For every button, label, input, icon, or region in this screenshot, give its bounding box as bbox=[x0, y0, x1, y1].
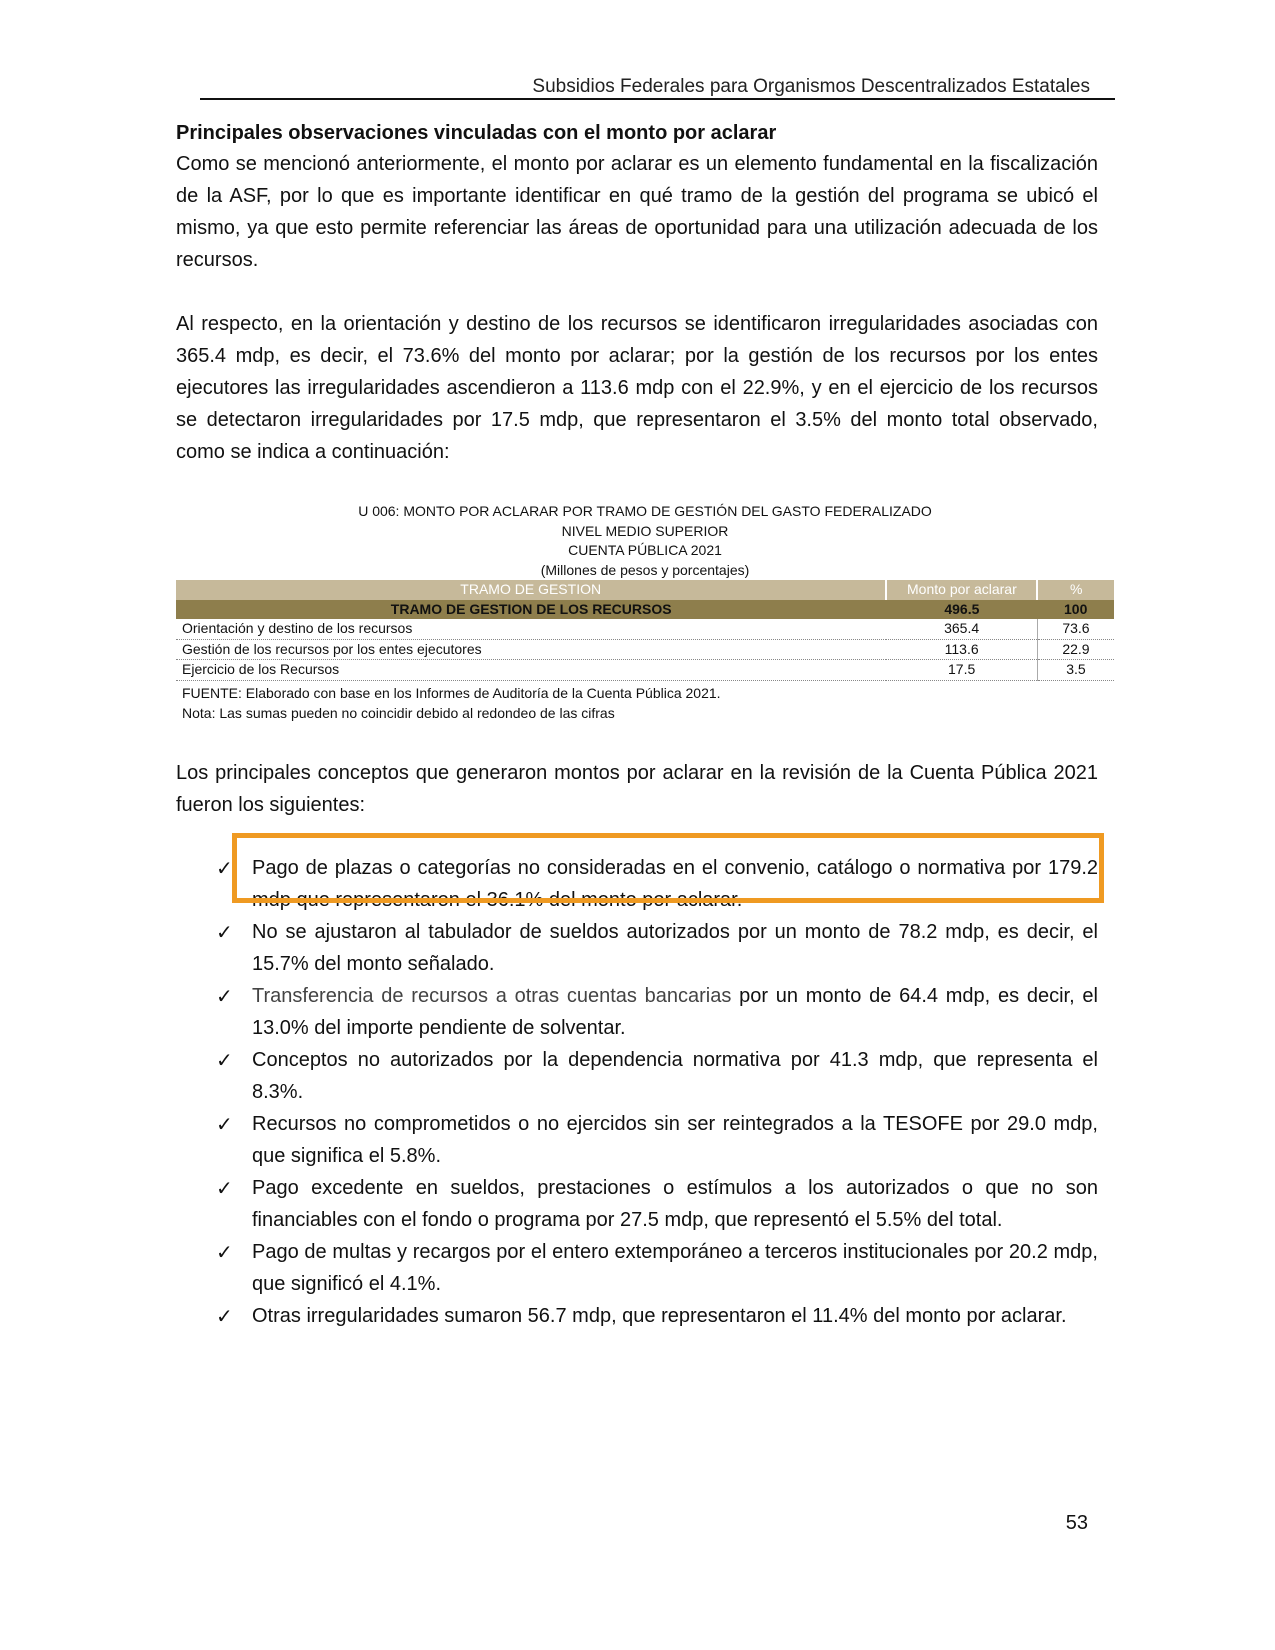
highlight-box bbox=[232, 833, 1104, 903]
row-label: Ejercicio de los Recursos bbox=[176, 660, 886, 681]
table-note: Nota: Las sumas pueden no coincidir debido al redondeo de las cifras bbox=[182, 705, 615, 721]
list-item-text: Conceptos no autorizados por la dependencia normativa por 41.3 mdp, que representa el 8.3%. bbox=[252, 1049, 1098, 1103]
data-table bbox=[176, 580, 1114, 681]
row-monto: 113.6 bbox=[886, 639, 1037, 660]
checkmark-icon: ✓ bbox=[216, 856, 233, 880]
checkmark-icon: ✓ bbox=[216, 1304, 233, 1328]
table-title-line: U 006: MONTO POR ACLARAR POR TRAMO DE GESTIÓN DEL GASTO FEDERALIZADO bbox=[358, 503, 932, 519]
checkmark-icon: ✓ bbox=[216, 1048, 233, 1072]
list-item bbox=[176, 1300, 1098, 1332]
checkmark-icon: ✓ bbox=[216, 920, 233, 944]
table-row bbox=[176, 619, 1114, 639]
row-monto: 17.5 bbox=[886, 660, 1037, 681]
row-pct: 3.5 bbox=[1037, 660, 1114, 681]
row-pct: 22.9 bbox=[1037, 639, 1114, 660]
header-rule bbox=[200, 98, 1115, 100]
list-item-lead: Transferencia de recursos a otras cuentas bancarias bbox=[252, 985, 732, 1007]
checkmark-icon: ✓ bbox=[216, 1112, 233, 1136]
table-title-line: NIVEL MEDIO SUPERIOR bbox=[561, 522, 729, 539]
table-row bbox=[176, 660, 1114, 681]
concepts-list bbox=[176, 852, 1098, 1332]
header-monto: Monto por aclarar bbox=[886, 580, 1037, 600]
row-monto: 365.4 bbox=[886, 619, 1037, 639]
table-block bbox=[176, 502, 1114, 724]
checkmark-icon: ✓ bbox=[216, 1240, 233, 1264]
list-item bbox=[176, 916, 1098, 980]
checkmark-icon: ✓ bbox=[216, 984, 233, 1008]
list-item-text: Pago excedente en sueldos, prestaciones o estímulos a los autorizados o que no son financiables con el fondo o programa por 27.5 mdp, que representó el 5.5% del total. bbox=[252, 1177, 1098, 1231]
page-number: 53 bbox=[1065, 1512, 1088, 1534]
row-label: Orientación y destino de los recursos bbox=[176, 619, 886, 639]
header-pct: % bbox=[1037, 580, 1114, 600]
list-item bbox=[176, 1044, 1098, 1108]
checkmark-icon: ✓ bbox=[216, 1176, 233, 1200]
row-label: Gestión de los recursos por los entes ejecutores bbox=[176, 639, 886, 660]
table-header-row bbox=[176, 580, 1114, 600]
table-source: FUENTE: Elaborado con base en los Informes de Auditoría de la Cuenta Pública 2021. bbox=[182, 684, 721, 701]
list-item bbox=[176, 980, 1098, 1044]
list-item-text: No se ajustaron al tabulador de sueldos autorizados por un monto de 78.2 mdp, es decir, el 15.7% del monto señalado. bbox=[252, 921, 1098, 975]
paragraph-1: Como se mencionó anteriormente, el monto por aclarar es un elemento fundamental en la fiscalización de la ASF, por lo que es importante identificar en qué tramo de la gestión del programa se ubicó el mismo, ya que esto permite referenciar las áreas de oportunidad para una utilización adecuada de los recursos. bbox=[176, 153, 1098, 271]
total-pct: 100 bbox=[1037, 600, 1114, 620]
row-pct: 73.6 bbox=[1037, 619, 1114, 639]
list-item-text: Pago de plazas o categorías no consideradas en el convenio, catálogo o normativa por 179.2 mdp que representaron el 36.1% del monto por aclarar. bbox=[252, 857, 1098, 911]
running-header: Subsidios Federales para Organismos Descentralizados Estatales bbox=[532, 76, 1090, 97]
table-title-line: CUENTA PÚBLICA 2021 bbox=[568, 542, 722, 558]
table-subtitle: (Millones de pesos y porcentajes) bbox=[540, 561, 750, 578]
list-item-text: Recursos no comprometidos o no ejercidos sin ser reintegrados a la TESOFE por 29.0 mdp, que significa el 5.8%. bbox=[252, 1113, 1098, 1167]
list-item bbox=[176, 1172, 1098, 1236]
section-title: Principales observaciones vinculadas con el monto por aclarar bbox=[176, 122, 777, 144]
header-tramo: TRAMO DE GESTION bbox=[176, 580, 886, 600]
paragraph-2: Al respecto, en la orientación y destino de los recursos se identificaron irregularidades asociadas con 365.4 mdp, es decir, el 73.6% del monto por aclarar; por la gestión de los recursos por los entes ejecutores las irregularidades ascendieron a 113.6 mdp con el 22.9%, y en el ejercicio de los recursos se detectaron irregularidades por 17.5 mdp, que representaron el 3.5% del monto total observado, como se indica a continuación: bbox=[176, 313, 1098, 463]
section-body bbox=[176, 118, 1098, 468]
list-item-text: Otras irregularidades sumaron 56.7 mdp, que representaron el 11.4% del monto por aclarar. bbox=[252, 1305, 1067, 1327]
list-item-text: por un monto de 64.4 mdp, es decir, el 13.0% del importe pendiente de solventar. bbox=[252, 985, 1098, 1039]
concepts-intro: Los principales conceptos que generaron montos por aclarar en la revisión de la Cuenta Pública 2021 fueron los siguientes: bbox=[176, 762, 1098, 816]
table-notes bbox=[176, 683, 1114, 724]
list-item-text: Pago de multas y recargos por el entero extemporáneo a terceros institucionales por 20.2 mdp, que significó el 4.1%. bbox=[252, 1241, 1098, 1295]
table-row bbox=[176, 639, 1114, 660]
list-item bbox=[176, 1236, 1098, 1300]
total-monto: 496.5 bbox=[886, 600, 1037, 620]
table-total-row bbox=[176, 600, 1114, 620]
total-label: TRAMO DE GESTION DE LOS RECURSOS bbox=[176, 600, 886, 620]
list-item bbox=[176, 1108, 1098, 1172]
table-title bbox=[176, 502, 1114, 580]
